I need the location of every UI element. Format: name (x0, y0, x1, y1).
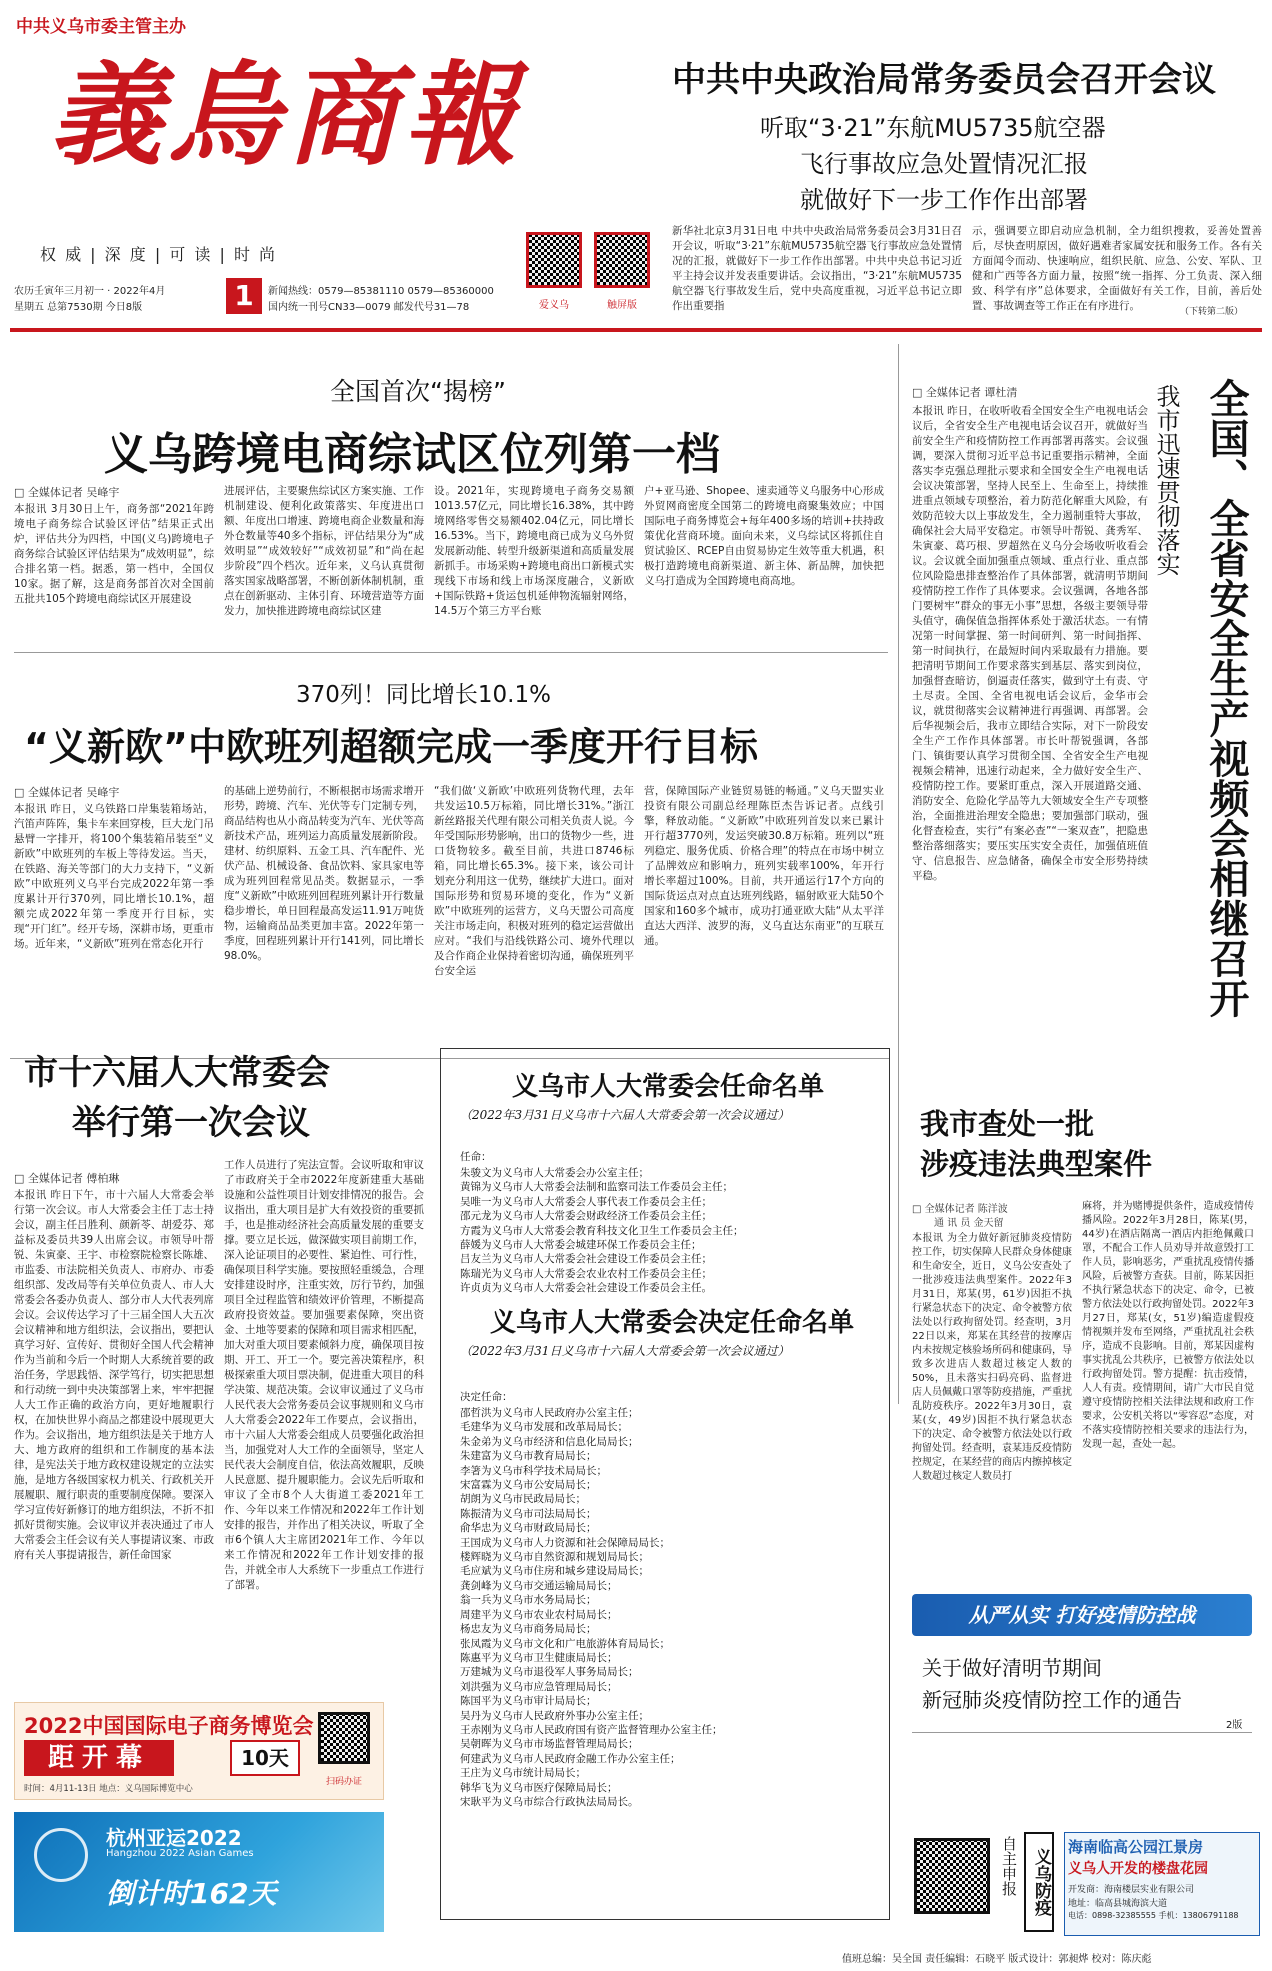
story-column: 本报讯 昨日，义乌铁路口岸集装箱场站，汽笛声阵阵，集卡车来回穿梭，巨大龙门吊悬臂一字排开，将100个集装箱吊装至“义新欧”中欧班列的车板上等待发运。当天，在铁路、海关等部门的大力支持下，“义新欧”中欧班列义乌平台完成2022年第一季度累计开行370列，同比增长10.1%，超额完成2022年第一季度开行目标，实现“开门红”。经开专场，深耕市场，更重市场。近年来，“义新欧”班列在常态化开行 (14, 803, 214, 950)
byline: 通 讯 员 金天留 (934, 1218, 1004, 1229)
side-subtitle: 我市迅速贯彻落实 (1152, 384, 1180, 576)
byline: □ 全媒体记者 谭杜清 (912, 386, 1018, 399)
property-ad-middle: 义乌人开发的楼盘花园 (1068, 1861, 1208, 1877)
list-item: 吴朝晖为义乌市市场监督管理局局长； (460, 1738, 639, 1751)
list-item: 朱金弟为义乌市经济和信息化局局长； (460, 1435, 639, 1448)
date-line-2: 星期五 总第7530期 今日8版 (14, 302, 143, 313)
story-column: 本报讯 昨日下午，市十六届人大常委会举行第一次会议。市人大常委会主任丁志士持会议，副主任吕胜利、颜新苓、胡爱芬、郑益标及委员共39人出席会议。市领导叶帮锐、朱寅豪、王宇、市检察院检察长陈雄、市监委、市法院相关负责人、市府办、市委组织部、发改局等有关单位负责人、市人大常委会各委办负责人、部分市人大代表列席会议。会议传达学习了十三届全国人大五次会议精神和地方组织法，会议指出，要把认真学习好、宣传好、贯彻好全国人代会精神作为当前和今后一个时期人大系统首要的政治任务，学思践悟、深学笃行，切实把思想和行动统一到中央决策部署上来，牢牢把握人大工作正确的政治方向，更好地履职行权，在加快世界小商品之都建设中展现更大作为。会议指出，地方组织法是关于地方人大、地方政府的组织和工作制度的基本法律，是宪法关于地方政权建设规定的立法实施，是地方各级国家权力机关、行政机关开展履职、履行职责的重要制度保障。要深入学习宣传好新修订的地方组织法，不折不扣抓好贯彻实施。会议审议并表决通过了市人大常委会主任会议有关人事提请议案、市政府有关人事提请报告，新任命国家 (14, 1189, 214, 1561)
list-item: 陈国平为义乌市审计局局长； (460, 1695, 597, 1708)
list-item: 杨忠友为义乌市商务局局长； (460, 1623, 597, 1636)
appointments-subtitle: （2022年3月31日义乌市十六届人大常委会第一次会议通过） (460, 1108, 790, 1122)
slogan: 权 威 | 深 度 | 可 读 | 时 尚 (40, 245, 278, 264)
page-ref[interactable]: 2版 (1226, 1720, 1243, 1731)
campaign-banner: 从严从实 打好疫情防控战 (912, 1594, 1252, 1636)
list-item: 邵哲洪为义乌市人民政府办公室主任； (460, 1407, 639, 1419)
qr-code-icon[interactable] (914, 1838, 990, 1914)
property-ad-developer: 开发商：海南楼层实业有限公司 (1068, 1885, 1195, 1895)
story-headline[interactable]: 义乌跨境电商综试区位列第一档 (104, 429, 720, 480)
story-kicker: 全国首次“揭榜” (330, 377, 506, 406)
list-item: 毛应斌为义乌市住房和城乡建设局局长； (460, 1565, 649, 1578)
story-column: 本报讯 为全力做好新冠肺炎疫情防控工作，切实保障人民群众身体健康和生命安全，近日，义乌公安查处了一批涉疫违法典型案件。2022年3月31日，郑某(男，61岁)因拒不执行紧急状态下的决定、命令被警方依法处以行政拘留处罚。经查明，3月22日以来，郑某在其经营的按摩店内未按规定核验场所码和健康码，导致多次进店人数超过核定人数的50%，且未落实扫码亮码、监督进店人员佩戴口罩等防疫措施，严重扰乱防疫秩序。2022年3月30日，袁某(女，49岁)因拒不执行紧急状态下的决定、命令被警方依法处以行政拘留处罚。经查明，袁某违反疫情防控规定，在某经营的商店内擦掉核定人数超过核定人数员打 (912, 1233, 1072, 1482)
property-ad-address: 地址：临高县城海滨大道 (1068, 1899, 1168, 1909)
lead-subtitle: 飞行事故应急处置情况汇报 (800, 150, 1088, 178)
byline: □ 全媒体记者 吴峰宇 (14, 486, 120, 499)
list-item: 韩华飞为义乌市医疗保障局局长； (460, 1781, 618, 1794)
appointments-title[interactable]: 义乌市人大常委会任命名单 (512, 1072, 825, 1102)
column-divider (898, 344, 899, 1404)
sponsor-line: 中共义乌市委主管主办 (16, 17, 186, 37)
notice-headline: 新冠肺炎疫情防控工作的通告 (922, 1688, 1182, 1712)
list-item: 李箸为义乌市科学技术局局长； (460, 1464, 607, 1477)
divider (14, 652, 888, 653)
story-headline[interactable]: “义新欧”中欧班列超额完成一季度开行目标 (24, 725, 758, 769)
issue-day-badge: 1 (226, 278, 262, 314)
list-item: 吴丹为义乌市人民政府外事办公室主任； (460, 1709, 649, 1722)
list-item: 朱建富为义乌市教育局局长； (460, 1450, 597, 1463)
qr-label: 爱义乌 (539, 300, 569, 311)
expo-dates: 时间：4月11-13日 地点：义乌国际博览中心 (24, 1784, 193, 1794)
list-item: 王国成为义乌市人力资源和社会保障局局长； (460, 1536, 670, 1549)
app-promo-label: 自主申报 (1000, 1836, 1018, 1896)
property-ad-top: 海南临高公园江景房 (1068, 1838, 1204, 1856)
list-item: 宋耿平为义乌市综合行政执法局局长。 (460, 1795, 639, 1808)
list-item: 陈振清为义乌市司法局局长； (460, 1507, 597, 1520)
list-item: 刘洪强为义乌市应急管理局局长； (460, 1680, 618, 1693)
list-item: 俞华忠为义乌市财政局局长； (460, 1522, 597, 1535)
qr-code-icon[interactable] (318, 1712, 370, 1764)
story-headline[interactable]: 我市查处一批 (920, 1107, 1095, 1141)
side-headline[interactable]: 全国、全省安全生产视频会相继召开 (1203, 378, 1249, 1018)
contact-line-1: 新闻热线：0579—85381110 0579—85360000 (268, 286, 494, 297)
story-column: 麻将，并为赌博提供条件，造成疫情传播风险。2022年3月28日，陈某(男，44岁)在酒店隔离一酒店内拒绝佩戴口罩，不配合工作人员劝导并故意毁打工作人员，影响恶劣，严重扰乱疫情传播风险，后被警方查获。目前，陈某因拒不执行紧急状态下的决定、命令，已被警方依法处以行政拘留处罚。2022年3月27日，郑某(女，51岁)编造虚假疫情视频并发布至网络，严重扰乱社会秩序，造成不良影响。目前，郑某因虚构事实扰乱公共秩序，已被警方依法处以行政拘留处罚。警方提醒：抗击疫情，人人有责。疫情期间，请广大市民自觉遵守疫情防控相关法律法规和政府工作要求，公安机关将以“零容忍”态度，对不落实疫情防控相关要求的违法行为，发现一起，查处一起。 (1082, 1201, 1254, 1450)
notice-headline[interactable]: 关于做好清明节期间 (922, 1656, 1102, 1680)
byline: □ 全媒体记者 吴峰宇 (14, 786, 120, 799)
appointments-list (460, 1166, 880, 1296)
list-heading: 决定任命： (460, 1391, 513, 1403)
list-item: 王庄为义乌市统计局局长； (460, 1767, 586, 1780)
list-item: 薛媛为义乌市人大常委会城建环保工作委员会主任； (460, 1239, 702, 1252)
list-item: 吴唯一为义乌市人大常委会人事代表工作委员会主任； (460, 1195, 712, 1208)
app-promo-vertical: 义乌防疫 (1024, 1832, 1054, 1932)
countdown-label: 距开幕 (24, 1740, 174, 1776)
list-item: 万建城为义乌市退役军人事务局局长； (460, 1666, 639, 1679)
story-column: 进展评估，主要聚焦综试区方案实施、工作机制建设、便利化政策落实、年度进出口额、年度出口增速、跨境电商企业数量和海外仓数量等40多个指标，评估结果分为“成效明显”“成效较好”“成效初显”和“尚在起步阶段”四个档次。近年来，义乌认真贯彻落实国家战略部署，不断创新体制机制，重点在创新驱动、主体引育、环境营造等方面发力，加快推进跨境电商综试区建 (224, 485, 424, 617)
divider (912, 1732, 1252, 1733)
list-item: 楼辉晓为义乌市自然资源和规划局局长； (460, 1551, 649, 1564)
side-story-body: 本报讯 昨日，在收听收看全国安全生产电视电话会议后，全省安全生产电视电话会议召开，就做好当前安全生产和疫情防控工作再部署再落实。会议强调，要深入贯彻习近平总书记重要指示精神，全面落实李克强总理批示要求和全国安全生产电视电话会议决策部署，坚持人民至上、生命至上，持续推进重点领域专项整治，着力防范化解重大风险，有效防范较大以上事故发生，全力遏制重特大事故，确保社会大局平安稳定。市领导叶帮锐、龚秀军、朱寅豪、葛巧根、罗超然在义乌分会场收听收看会议。会议就全面加强重点领域、重点行业、重点部位风险隐患排查整治作了具体部署，就清明节期间疫情防控工作作了具体要求。会议强调，各地各部门要树牢“群众的事无小事”思想，各级主要领导带头值守，确保值急指挥体系处于激活状态。一有情况第一时间掌握、第一时间研判、第一时间指挥、第一时间执行，在最短时间内采取最有力措施。要把清明节期间工作要求落实到基层、落实到岗位，加强督查暗访，倒逼责任落实，做到守土有责、守土尽责。全国、全省电视电话会议后，金华市会议，就贯彻落实会议精神进行再强调、再部署。会后华视频会后，我市立即结合实际，对下一阶段安全生产工作作具体部署。市长叶帮锐强调，各部门、镇街要认真学习贯彻全国、全省安全生产电视视频会精神，迅速行动起来，全力做好安全生产、疫情防控工作。要紧盯重点，深入开展道路交通、消防安全、危险化学品等九大领域安全生产专项整治，全面推进治理安全隐患；要加强部门联动，强化督查检查，实行“有案必查”“一案双查”，把隐患整治落细落实；要压实压实安全责任，加强值班值守、信息报告、应急储备，确保全市安全形势持续平稳。 (912, 405, 1148, 882)
byline: □ 全媒体记者 陈洋波 (912, 1204, 1008, 1215)
qr-code-icon[interactable] (594, 232, 650, 288)
lead-headline[interactable]: 中共中央政治局常务委员会召开会议 (672, 60, 1216, 100)
continued-note: （下转第二版） (1180, 307, 1244, 317)
appointments-list (460, 1406, 880, 1809)
list-item: 宋富霖为义乌市公安局局长； (460, 1479, 597, 1492)
date-line-1: 农历壬寅年三月初一 · 2022年4月 (14, 286, 166, 297)
list-item: 周建平为义乌市农业农村局局长； (460, 1608, 618, 1621)
story-column: 户+亚马逊、Shopee、速卖通等义乌服务中心形成外贸网商密度全国第二的跨境电商聚集效应；中国国际电子商务博览会+每年400多场的培训+扶持政策优化营商环境。面向未来，义乌综试区将抓住自贸试验区、RCEP自由贸易协定生效等重大机遇，积极打造跨境电商新渠道、新主体、新品牌，加快把义乌打造成为全国跨境电商高地。 (644, 485, 884, 587)
qr-label: 触屏版 (607, 300, 637, 311)
list-item: 邵元龙为义乌市人大常委会财政经济工作委员会主任； (460, 1210, 712, 1223)
asian-games-emblem-icon (34, 1828, 88, 1882)
list-item: 龚剑峰为义乌市交通运输局局长； (460, 1579, 618, 1592)
countdown-value: 10天 (230, 1740, 300, 1776)
list-item: 翁一兵为义乌市水务局局长； (460, 1594, 597, 1607)
lead-subtitle: 听取“3·21”东航MU5735航空器 (760, 114, 1106, 142)
newspaper-logo: 義烏商報 (50, 50, 522, 181)
qr-label: 扫码办证 (325, 1777, 362, 1787)
list-item: 吕友兰为义乌市人大常委会社会建设工作委员会主任； (460, 1253, 712, 1266)
story-headline[interactable]: 市十六届人大常委会 (24, 1053, 330, 1093)
asian-games-title: 杭州亚运2022 (106, 1826, 242, 1850)
list-heading: 任命： (460, 1151, 492, 1163)
asian-games-subtitle: Hangzhou 2022 Asian Games (106, 1848, 254, 1859)
masthead-divider (10, 328, 1262, 332)
story-column: 本报讯 3月30日上午，商务部“2021年跨境电子商务综合试验区评估”结果正式出炉，评估共分为四档，中国(义乌)跨境电子商务综合试验区评估结果为“成效明显”，综合排名第一档。据悉，第一档中，全国仅10家。据了解，这是商务部首次对全国前五批共105个跨境电商综试区开展建设 (14, 503, 214, 605)
list-item: 何建武为义乌市人民政府金融工作办公室主任； (460, 1752, 681, 1765)
list-item: 许贞贞为义乌市人大常委会社会建设工作委员会主任。 (460, 1282, 712, 1295)
list-item: 毛建华为义乌市发展和改革局局长； (460, 1421, 628, 1434)
story-column: “我们做‘义新欧’中欧班列货物代理，去年共发运10.5万标箱，同比增长31%。”浙江新丝路报关代理有限公司相关负责人说。今年受国际形势影响，出口的货物少一些，进口货物较多。截至目前，共进口8746标箱，同比增长65.3%。接下来，该公司计划充分利用这一优势，继续扩大进口。面对国际形势和贸易环境的变化，作为“义新欧”中欧班列的运营方，义乌天盟公司高度关注市场走向，积极对班列的稳定运营做出应对。“我们与沿线铁路公司、境外代理以及合作商企业保持着密切沟通，确保班列平台安全运 (434, 785, 634, 977)
story-column: 设。2021年，实现跨境电子商务交易额1013.57亿元，同比增长16.38%，其中跨境网络零售交易额402.04亿元，同比增长16.53%。当下，跨境电商已成为义乌外贸发展新动能、转型升级新渠道和高质量发展新抓手。市场采购+跨境电商出口新模式实现线下市场和线上市场深度融合，义新欧+国际铁路+货运包机延伸物流辐射网络，14.5万个第三方平台账 (434, 485, 634, 617)
story-column: 工作人员进行了宪法宣誓。会议听取和审议了市政府关于全市2022年度新建重大基础设施和公益性项目计划安排情况的报告。会议指出，重大项目是扩大有效投资的重要抓手，也是推动经济社会高质量发展的重要支撑。要立足长远，做深做实项目前期工作，深入论证项目的必要性、紧迫性、可行性，确保项目科学实施。要按照轻重缓急，合理安排建设时序，注重实效，厉行节约，加强项目全过程监管和绩效评价管理，不断提高政府投资效益。要加强要素保障，突出资金、土地等要素的保障和项目需求相匹配，加大对重大项目要素倾斜力度，确保项目按期、开工、开工一个。要完善决策程序，积极探索重大项目票决制，促进重大项目的科学决策、规范决策。会议审议通过了义乌市人民代表大会常务委员会议事规则和义乌市人大常委会2022年工作要点，会议指出，市十六届人大常委会组成人员要强化政治担当，加强党对人大工作的全面领导，坚定人民代表大会制度自信，依法高效履职，反映人民意愿、提升履职能力。会议先后听取和审议了全市8个人大街道工委2021年工作、今年以来工作情况和2022年工作计划安排的报告，并作出了相关决议，听取了全市6个镇人大主席团2021年工作、今年以来工作情况和2022年工作计划安排的报告，并就全市人大系统下一步重点工作进行了部署。 (224, 1159, 424, 1591)
expo-ad-title: 2022中国国际电子商务博览会 (24, 1714, 314, 1738)
list-item: 王赤刚为义乌市人民政府国有资产监督管理办公室主任； (460, 1723, 723, 1736)
lead-subtitle: 就做好下一步工作作出部署 (800, 186, 1088, 214)
contact-line-2: 国内统一刊号CN33—0079 邮发代号31—78 (268, 302, 470, 313)
list-item: 黄锦为义乌市人大常委会法制和监察司法工作委员会主任； (460, 1181, 733, 1194)
byline: □ 全媒体记者 傅柏琳 (14, 1172, 120, 1185)
appointments-title[interactable]: 义乌市人大常委会决定任命名单 (490, 1308, 855, 1338)
appointments-subtitle: （2022年3月31日义乌市十六届人大常委会第一次会议通过） (460, 1344, 790, 1358)
qr-code-icon[interactable] (526, 232, 582, 288)
list-item: 方霞为义乌市人大常委会教育科技文化卫生工作委员会主任； (460, 1224, 744, 1237)
list-item: 张凤霞为义乌市文化和广电旅游体育局局长； (460, 1637, 670, 1650)
footer-credits: 值班总编：吴全国 责任编辑：石晓平 版式设计：郭昶烨 校对：陈庆彪 (842, 1954, 1152, 1965)
list-item: 陈惠平为义乌市卫生健康局局长； (460, 1651, 618, 1664)
list-item: 朱骏文为义乌市人大常委会办公室主任； (460, 1167, 649, 1179)
lead-body-right: 示，强调要立即启动应急机制，全力组织搜救，妥善处置善后，尽快查明原因，做好遇难者家属安抚和服务工作。各有关方面闻令而动、快速响应，组织民航、应急、公安、军队、卫健和广西等各方面力量，按照“统一指挥、分工负责、深入细致、科学有序”总体要求，全面做好有关工作，目前，善后处置、事故调查等工作正在有序进行。 (972, 225, 1262, 312)
asian-games-countdown: 倒计时162天 (106, 1877, 277, 1910)
story-headline: 举行第一次会议 (72, 1103, 310, 1143)
story-column: 营，保障国际产业链贸易链的畅通。”义乌天盟实业投资有限公司副总经理陈臣杰告诉记者。点线引擎，释放动能。“义新欧”中欧班列首发以来已累计开行超3770列，发运突破30.8万标箱。班列以“班列稳定、服务优质、价格合理”的特点在市场中树立了品牌效应和影响力，班列实载率100%，年开行增长率超过100%。目前，共开通运行17个方向的国际货运点对点直达班列线路，辐射欧亚大陆50个国家和160多个城市，成功打通亚欧大陆“从太平洋直达大西洋、波罗的海，义乌直达东南亚”的互联互通。 (644, 785, 884, 947)
lead-body-left: 新华社北京3月31日电 中共中央政治局常务委员会3月31日召开会议，听取“3·21”东航MU5735航空器飞行事故应急处置情况的汇报，就做好下一步工作作出部署。中共中央总书记习近平主持会议并发表重要讲话。会议指出，“3·21”东航MU5735航空器飞行事故发生后，党中央高度重视，习近平总书记立即作出重要指 (672, 225, 962, 312)
list-item: 胡朗为义乌市民政局局长； (460, 1493, 586, 1506)
story-headline: 涉疫违法典型案件 (920, 1147, 1153, 1181)
list-item: 陈瑞光为义乌市人大常委会农业农村工作委员会主任； (460, 1267, 712, 1280)
story-column: 的基础上逆势前行，不断根据市场需求增开形势，跨境、汽车、光伏等专门定制专列，商品结构也从小商品转变为汽车、光伏等高新技术产品，班列运力高质量发展新阶段。建材、纺织原料、五金工具、汽车配件、光伏产品、机械设备、食品饮料、家具家电等成为班列回程常见品类。数据显示，一季度“义新欧”中欧班列回程班列累计开行数量稳步增长，单日回程最高发运11.91万吨货物，运输商品品类更加丰富。2022年第一季度，回程班列累计开行141列，同比增长98.0%。 (224, 785, 424, 962)
story-kicker: 370列！同比增长10.1% (296, 682, 551, 708)
property-ad-phone: 电话：0898-32385555 手机：13806791188 (1068, 1911, 1239, 1920)
